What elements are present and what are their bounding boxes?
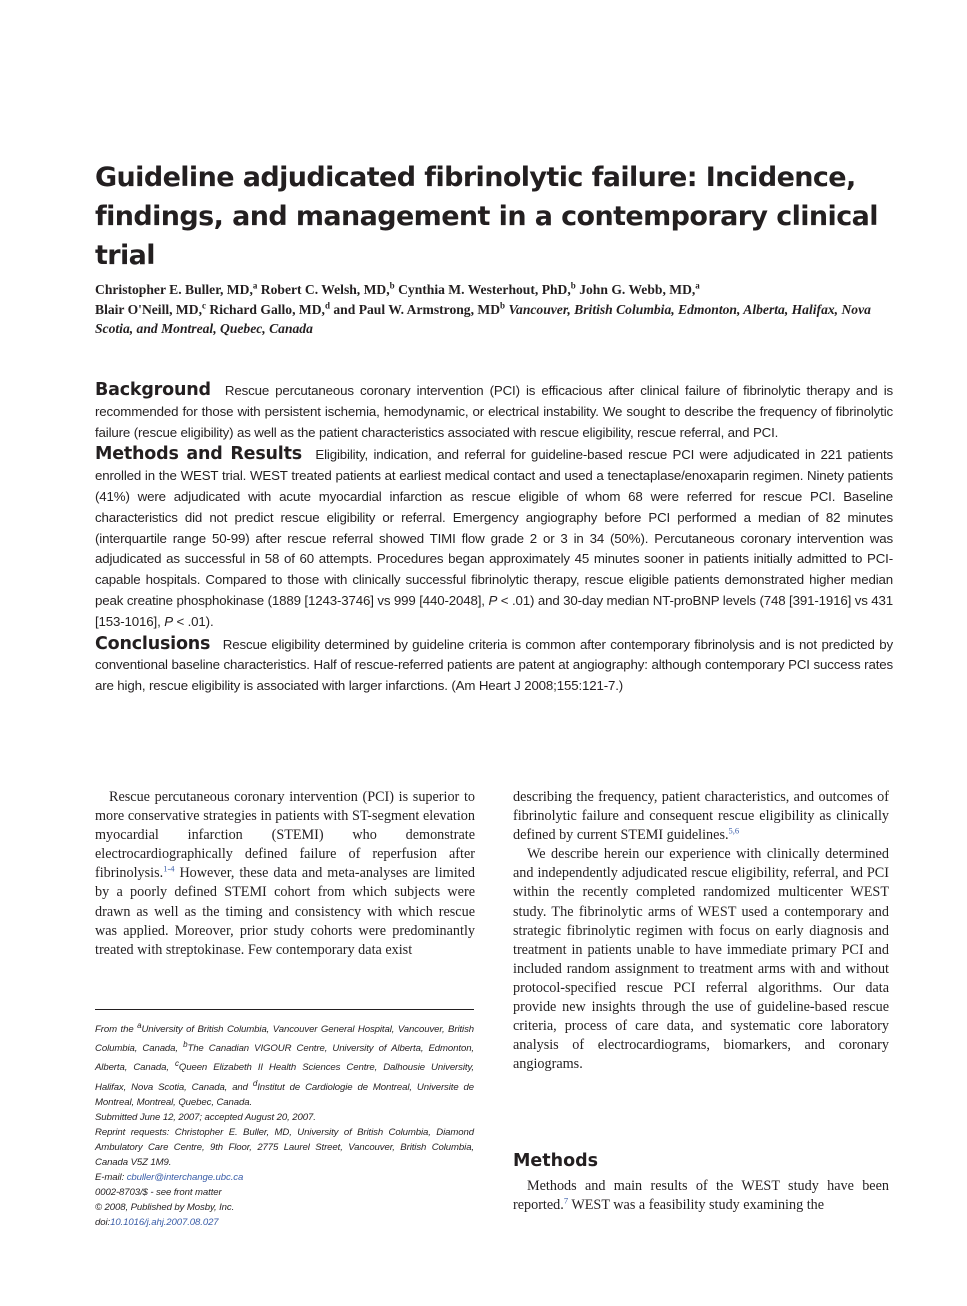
reference-link[interactable]: 7 xyxy=(563,1195,569,1206)
methods-text: Eligibility, indication, and referral for guideline-based rescue PCI were adjudicated in 221 patients enrolled in the WEST trial. WEST treated patients at earliest medical contact and used a tenectaplase/enoxaparin regimen. Ninety patients (41%) were adjudicated with acute myocardial infarction as rescue eligible of whom 68 were referred for rescue PCI. Baseline characteristics did not predict rescue eligibility or referral. Emergency angiography before PCI performed a median of 82 minutes (interquartile range 50-99) after rescue referral showed TIMI flow grade 2 or 3 in 34 (50%). Percutaneous coronary intervention was adjudicated as successful in 58 of 60 attempts. Procedures began approximately 45 minutes sooner in patients initially admitted to PCI-capable hospitals. Compared to those with clinically successful fibrinolytic therapy, rescue eligible patients demonstrated higher median peak creatine phosphokinase (1889 [1243-3746] vs 999 [440-2048], xyxy=(95,447,893,608)
author-name: Paul W. Armstrong, MD xyxy=(358,301,501,317)
author-list xyxy=(95,280,895,339)
affiliation-text: University of British Columbia, Vancouver General Hospital, Vancouver, British Columbia, Canada, xyxy=(95,1024,475,1055)
author-conjunction: and xyxy=(333,301,356,317)
author-name: Blair O'Neill, MD, xyxy=(95,301,202,317)
affiliation-marker: a xyxy=(252,280,258,291)
background-heading: Background xyxy=(95,380,211,400)
author-name: Cynthia M. Westerhout, PhD, xyxy=(398,282,571,297)
methods-text: < .01) and 30-day median NT-proBNP levels (748 [391-1916] vs 431 [153-1016], xyxy=(95,592,894,629)
methods-results-heading: Methods and Results xyxy=(95,444,302,465)
conclusions-heading: Conclusions xyxy=(95,633,211,654)
copyright-line: © 2008, Published by Mosby, Inc. xyxy=(95,1201,235,1213)
body-paragraph xyxy=(513,788,889,845)
reference-link[interactable]: 1-4 xyxy=(163,863,175,874)
doi-link[interactable]: 10.1016/j.ahj.2007.08.027 xyxy=(110,1216,219,1228)
paragraph-text: Methods and main results of the WEST study have been reported. xyxy=(513,1178,889,1214)
abstract-methods xyxy=(95,444,893,632)
affiliation-marker: d xyxy=(252,1078,258,1088)
body-paragraph: We describe herein our experience with clinically determined and independently adjudicated rescue eligibility, referral, and PCI within the recently completed randomized multicenter WEST study. The fibrinolytic arms of WEST used a contemporary and strategic fibrinolytic regimen with focus on early diagnosis and treatment in patients unable to have immediate primary PCI and included random assignment to treatment arms with and without protocol-specified rescue PCI referral algorithms. Our data provide new insights through the use of guideline-based rescue criteria, process of care data, and systematic core laboratory analysis of electrocardiograms, biomarkers, and coronary angiograms. xyxy=(513,846,889,1073)
methods-section-heading: Methods xyxy=(513,1151,599,1171)
reprint-requests: Reprint requests: Christopher E. Buller, MD, University of British Columbia, Diamond Ambulatory Care Centre, 9th Floor, 2775 Laurel Street, Vancouver, British Columbia, Canada V5Z 1M9. xyxy=(95,1126,474,1168)
affiliations xyxy=(95,1018,474,1110)
article-title: Guideline adjudicated fibrinolytic failure: Incidence, findings, and management in a contemporary clinical trial xyxy=(95,162,878,271)
doi-line xyxy=(95,1215,474,1230)
doi-label: doi: xyxy=(95,1216,111,1228)
footnote-text: From the xyxy=(95,1024,138,1036)
affiliation-marker: c xyxy=(174,1059,179,1069)
affiliation-text: The Canadian VIGOUR Centre, University of Alberta, Edmonton, Alberta, Canada, xyxy=(95,1043,474,1074)
affiliation-text: Queen Elizabeth II Health Sciences Centre, Dalhousie University, Halifax, Nova Scotia, Canada, and xyxy=(95,1062,474,1093)
author-name: Robert C. Welsh, MD, xyxy=(260,282,390,297)
abstract-conclusions xyxy=(95,634,893,697)
issn-line: 0002-8703/$ - see front matter xyxy=(95,1186,222,1198)
email-line xyxy=(95,1170,474,1185)
affiliation-marker: b xyxy=(389,280,395,291)
p-value-symbol: P xyxy=(164,613,173,629)
abstract xyxy=(95,380,893,698)
p-value-symbol: P xyxy=(488,592,498,608)
methods-section-text xyxy=(513,1177,889,1215)
affiliation-text: Institut de Cardiologie de Montreal, Universite de Montreal, Montreal, Quebec, Canada. xyxy=(95,1081,475,1108)
affiliation-marker: a xyxy=(137,1021,142,1030)
body-column-left xyxy=(95,788,475,960)
email-link[interactable]: cbuller@interchange.ubc.ca xyxy=(126,1171,244,1183)
author-location: Vancouver, British Columbia, Edmonton, Alberta, Halifax, Nova Scotia, and Montreal, Quebec, Canada xyxy=(95,301,871,336)
footnotes xyxy=(95,1018,474,1230)
author-name: Christopher E. Buller, MD, xyxy=(95,282,253,297)
abstract-background xyxy=(95,380,893,443)
background-text: Rescue percutaneous coronary intervention (PCI) is efficacious after clinical failure of fibrinolytic therapy and is recommended for those with persistent ischemia, hemodynamic, or electrical instability. We sought to describe the frequency of fibrinolytic failure (rescue eligibility) as well as the patient characteristics associated with rescue eligibility, rescue referral, and PCI. xyxy=(95,383,893,440)
affiliation-marker: d xyxy=(324,299,330,310)
submission-dates: Submitted June 12, 2007; accepted August 20, 2007. xyxy=(95,1111,316,1123)
body-column-right xyxy=(513,788,889,1074)
body-paragraph xyxy=(513,1177,889,1215)
author-name: Richard Gallo, MD, xyxy=(209,301,325,317)
footnote-divider xyxy=(95,1009,474,1010)
paragraph-text: describing the frequency, patient characteristics, and outcomes of fibrinolytic failure and consequent rescue eligibility as clinically defined by current STEMI guidelines. xyxy=(513,789,889,844)
body-paragraph xyxy=(95,788,475,960)
affiliation-marker: c xyxy=(201,299,206,310)
conclusions-text: Rescue eligibility determined by guideline criteria is common after contemporary fibrinolysis and is not predicted by conventional baseline characteristics. Half of rescue-referred patients are patent at angiography: although contemporary PCI success rates are high, rescue eligibility is associated with larger infarctions. (Am Heart J 2008;155:121-7.) xyxy=(95,636,893,694)
affiliation-marker: b xyxy=(570,280,576,291)
methods-text: < .01). xyxy=(176,613,214,629)
paragraph-text: However, these data and meta-analyses are limited by a poorly defined STEMI cohort from which subjects were drawn as well as the timing and consistency with which rescue was applied. Moreover, prior study cohorts were predominantly treated with streptokinase. Few contemporary data exist xyxy=(95,865,475,958)
affiliation-marker: a xyxy=(695,280,700,291)
affiliation-marker: b xyxy=(183,1040,188,1050)
email-label: E-mail: xyxy=(95,1171,127,1183)
author-name: John G. Webb, MD, xyxy=(579,282,696,297)
paragraph-text: WEST was a feasibility study examining the xyxy=(568,1197,825,1214)
paragraph-text: Rescue percutaneous coronary intervention (PCI) is superior to more conservative strategies in patients with ST-segment elevation myocardial infarction (STEMI) who demonstrate electrocardiographically defined failure of reperfusion after fibrinolysis. xyxy=(95,789,475,882)
reference-link[interactable]: 5,6 xyxy=(728,825,740,836)
affiliation-marker: b xyxy=(500,299,506,310)
